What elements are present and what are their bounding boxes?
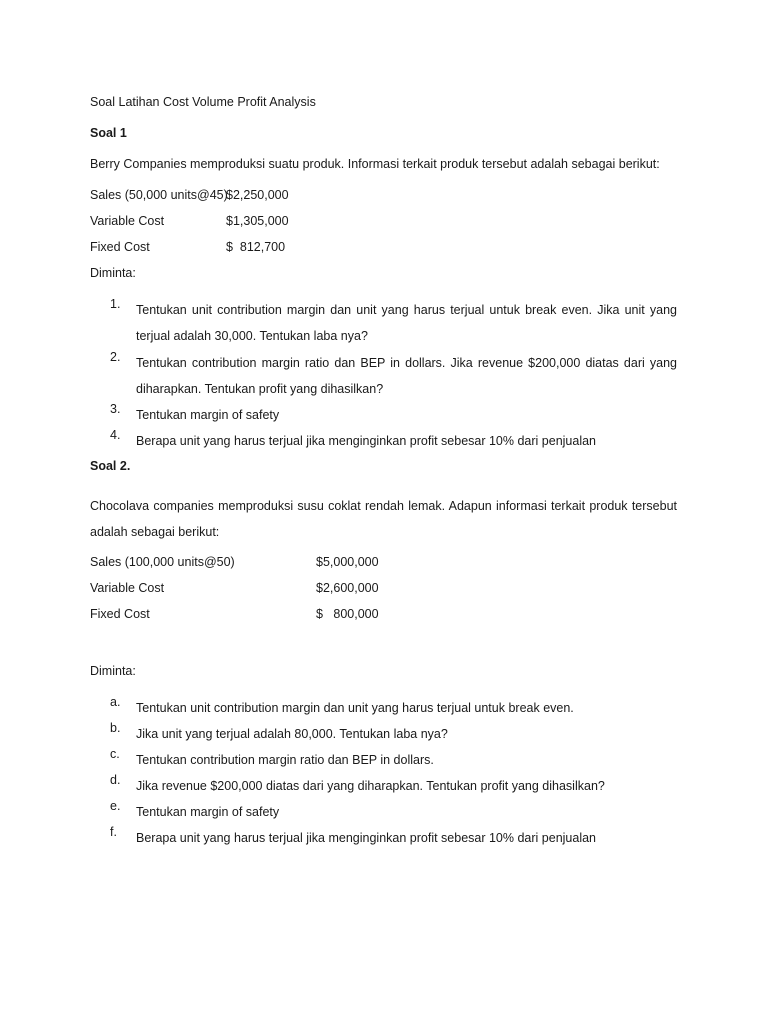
list-marker: 3. xyxy=(110,402,121,416)
soal1-list-item-2 xyxy=(110,350,677,402)
soal2-list-item-c xyxy=(110,747,677,773)
list-marker: 1. xyxy=(110,297,121,311)
soal1-heading: Soal 1 xyxy=(90,126,127,140)
soal1-list-item-3 xyxy=(110,402,677,428)
soal1-list-item-1 xyxy=(110,297,677,349)
list-item-text: Tentukan unit contribution margin dan unit yang harus terjual untuk break even. xyxy=(136,701,574,715)
list-marker: 2. xyxy=(110,350,121,364)
list-item-text: Jika revenue $200,000 diatas dari yang diharapkan. Tentukan profit yang dihasilkan? xyxy=(136,779,605,793)
document-title: Soal Latihan Cost Volume Profit Analysis xyxy=(90,95,316,109)
list-marker: d. xyxy=(110,773,121,787)
soal2-fixed-cost-label: Fixed Cost xyxy=(90,607,150,621)
list-marker: b. xyxy=(110,721,121,735)
soal1-list-item-4 xyxy=(110,428,677,454)
soal2-list-item-b xyxy=(110,721,677,747)
soal2-diminta: Diminta: xyxy=(90,664,136,678)
soal1-intro: Berry Companies memproduksi suatu produk. Informasi terkait produk tersebut adalah sebagai berikut: xyxy=(90,157,660,171)
soal2-list-item-d xyxy=(110,773,677,799)
soal2-fixed-cost-value: $ 800,000 xyxy=(316,607,379,621)
list-item-text: Tentukan margin of safety xyxy=(136,408,280,422)
soal1-fixed-cost-label: Fixed Cost xyxy=(90,240,150,254)
list-item-text: Tentukan contribution margin ratio dan BEP in dollars. xyxy=(136,753,434,767)
soal1-fixed-cost-value: $ 812,700 xyxy=(226,240,286,254)
soal1-variable-cost-value: $1,305,000 xyxy=(226,214,289,228)
soal2-list-item-e xyxy=(110,799,677,825)
list-item-text: Tentukan margin of safety xyxy=(136,805,280,819)
soal1-sales-label: Sales (50,000 units@45) xyxy=(90,188,228,202)
list-marker: a. xyxy=(110,695,121,709)
list-marker: f. xyxy=(110,825,117,839)
list-item-text: Berapa unit yang harus terjual jika menginginkan profit sebesar 10% dari penjualan xyxy=(136,831,597,845)
soal2-list-item-a xyxy=(110,695,677,721)
list-marker: 4. xyxy=(110,428,121,442)
list-item-text: Jika unit yang terjual adalah 80,000. Tentukan laba nya? xyxy=(136,727,448,741)
list-item-text: Tentukan unit contribution margin dan unit yang harus terjual untuk break even. Jika unit yang terjual adalah 30,000. Tentukan laba nya? xyxy=(136,303,677,343)
soal1-sales-value: $2,250,000 xyxy=(226,188,289,202)
list-marker: e. xyxy=(110,799,121,813)
soal2-sales-label: Sales (100,000 units@50) xyxy=(90,555,235,569)
list-item-text: Tentukan contribution margin ratio dan BEP in dollars. Jika revenue $200,000 diatas dari yang diharapkan. Tentukan profit yang dihasilkan? xyxy=(136,356,677,396)
soal2-list-item-f xyxy=(110,825,677,851)
soal2-variable-cost-label: Variable Cost xyxy=(90,581,165,595)
soal2-variable-cost-value: $2,600,000 xyxy=(316,581,379,595)
soal2-sales-value: $5,000,000 xyxy=(316,555,379,569)
soal2-intro: Chocolava companies memproduksi susu coklat rendah lemak. Adapun informasi terkait produk tersebut adalah sebagai berikut: xyxy=(90,499,677,539)
list-item-text: Berapa unit yang harus terjual jika menginginkan profit sebesar 10% dari penjualan xyxy=(136,434,597,448)
soal2-heading: Soal 2. xyxy=(90,459,131,473)
soal1-diminta: Diminta: xyxy=(90,266,136,280)
list-marker: c. xyxy=(110,747,120,761)
soal1-variable-cost-label: Variable Cost xyxy=(90,214,165,228)
